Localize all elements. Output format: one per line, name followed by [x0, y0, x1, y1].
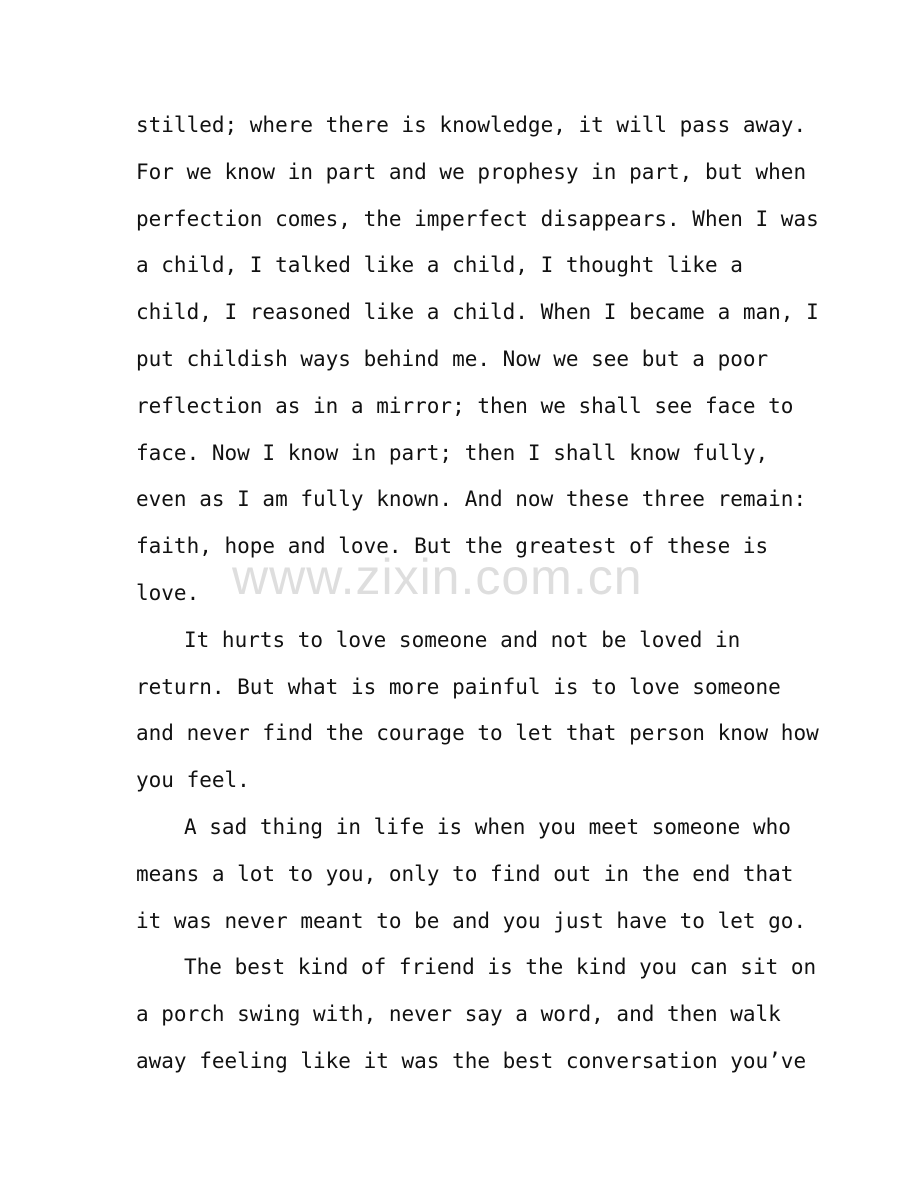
text-line: even as I am fully known. And now these three remain: [136, 487, 807, 512]
paragraph-first-line: It hurts to love someone and not be loved in [184, 627, 741, 652]
text-line: it was never meant to be and you just have to let go. [136, 908, 807, 933]
text-line: a porch swing with, never say a word, and then walk [136, 1002, 781, 1027]
document-body [136, 102, 819, 1085]
text-line: you feel. [136, 768, 250, 793]
text-line: and never find the courage to let that person know how [136, 721, 819, 746]
text-line: means a lot to you, only to find out in the end that [136, 861, 794, 886]
text-line: return. But what is more painful is to love someone [136, 674, 781, 699]
paragraph-first-line: A sad thing in life is when you meet someone who [184, 814, 791, 839]
text-line: child, I reasoned like a child. When I became a man, I [136, 300, 819, 325]
text-line: love. [136, 580, 200, 605]
text-line: faith, hope and love. But the greatest of these is [136, 534, 769, 559]
text-line: reflection as in a mirror; then we shall see face to [136, 393, 794, 418]
text-line: For we know in part and we prophesy in part, but when [136, 159, 807, 184]
paragraph-first-line: The best kind of friend is the kind you can sit on [184, 955, 817, 980]
text-line: a child, I talked like a child, I thought like a [136, 253, 743, 278]
text-line: away feeling like it was the best conversation you’ve [136, 1048, 807, 1073]
watermark: www.zixin.com.cn [232, 549, 643, 605]
text-line: face. Now I know in part; then I shall know fully, [136, 440, 769, 465]
text-line: stilled; where there is knowledge, it will pass away. [136, 113, 807, 137]
text-line: perfection comes, the imperfect disappears. When I was [136, 206, 819, 231]
text-line: put childish ways behind me. Now we see but a poor [136, 346, 769, 371]
